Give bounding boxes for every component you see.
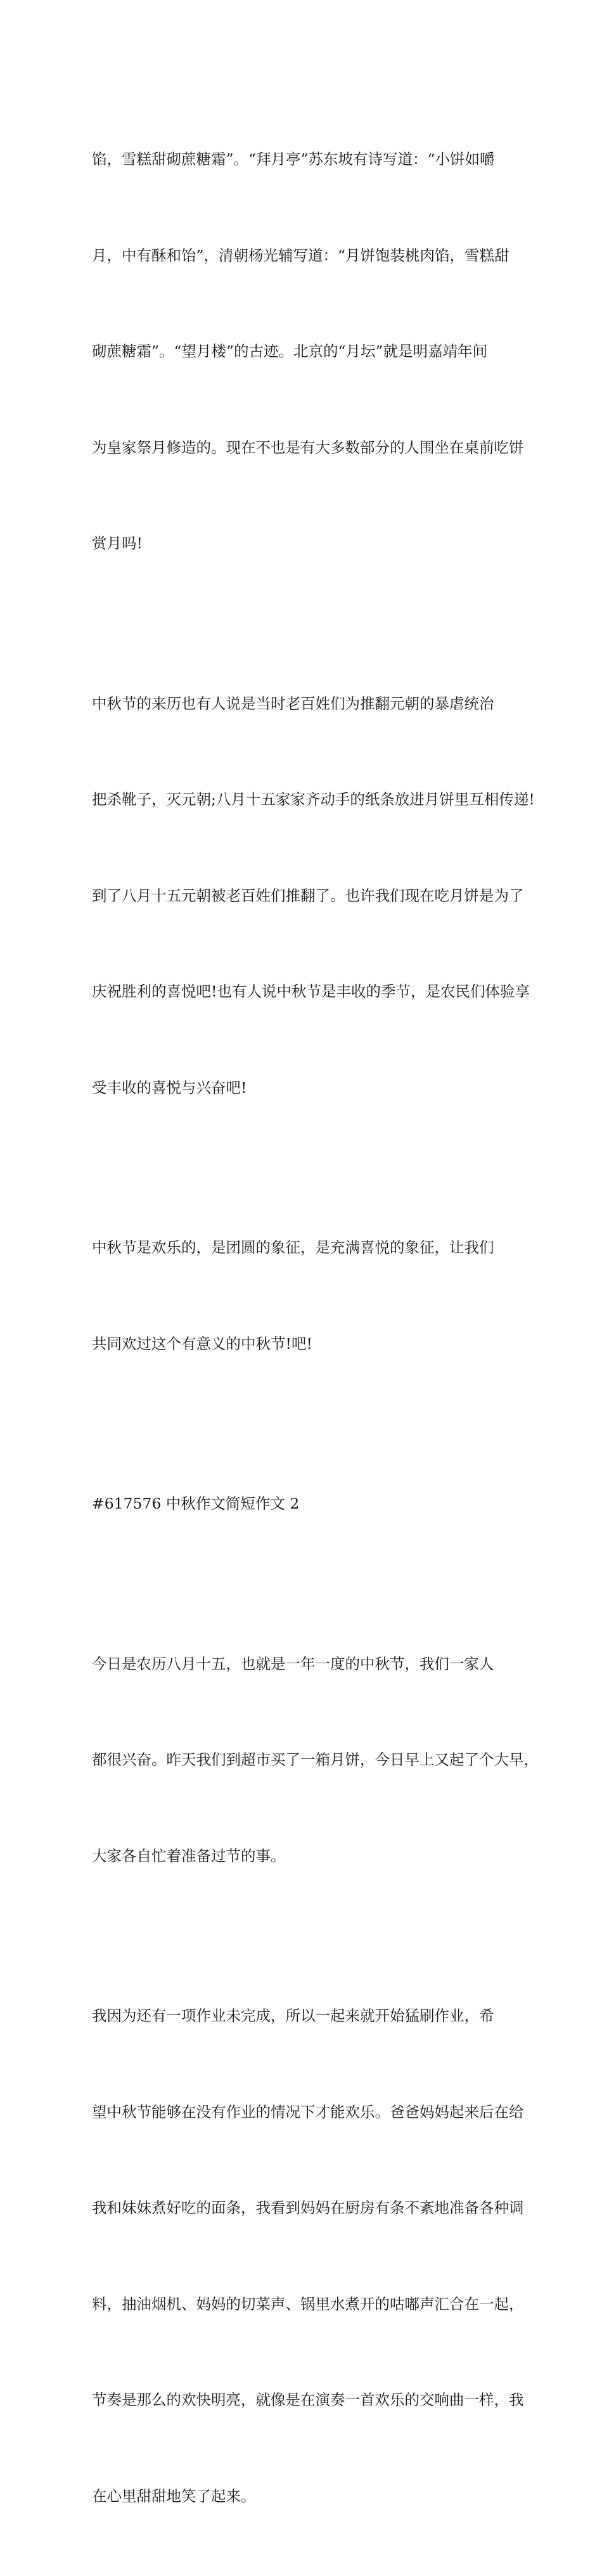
- text-line: 我和妹妹煮好吃的面条，我看到妈妈在厨房有条不紊地准备各种调: [92, 2199, 524, 2217]
- text-line: 望中秋节能够在没有作业的情况下才能欢乐。爸爸妈妈起来后在给: [92, 2103, 524, 2121]
- text-line: 中秋节是欢乐的，是团圆的象征，是充满喜悦的象征，让我们: [92, 1239, 494, 1256]
- text-line: 赏月吗!: [92, 534, 143, 552]
- paragraph: [92, 79, 523, 624]
- text-line: 共同欢过这个有意义的中秋节!吧!: [92, 1334, 312, 1353]
- text-line: 砌蔗糖霜”。“望月楼”的古迹。北京的“月坛”就是明嘉靖年间: [92, 342, 488, 360]
- text-line: 受丰收的喜悦与兴奋吧!: [92, 1078, 247, 1097]
- text-line: 馅，雪糕甜砌蔗糖霜”。“拜月亭”苏东坡有诗写道：“小饼如嚼: [92, 150, 495, 168]
- text-line: 今日是农历八月十五，也就是一年一度的中秋节，我们一家人: [92, 1654, 494, 1673]
- text-line: 大家各自忙着准备过节的事。: [92, 1846, 286, 1865]
- text-line: 为皇家祭月修造的。现在不也是有大多数部分的人围坐在桌前吃饼: [92, 438, 524, 456]
- paragraph: [92, 1168, 523, 1424]
- text-line: 我因为还有一项作业未完成，所以一起来就开始猛刷作业，希: [92, 2007, 494, 2025]
- text-line: 在心里甜甜地笑了起来。: [92, 2487, 256, 2505]
- text-line: 月，中有酥和饴”，清朝杨光辅写道：“月饼饱装桃肉馅，雪糕甜: [92, 246, 509, 264]
- text-line: 把杀靴子，灭元朝;八月十五家家齐动手的纸条放进月饼里互相传递!: [92, 790, 535, 808]
- text-line: 庆祝胜利的喜悦吧!也有人说中秋节是丰收的季节，是农民们体验享: [92, 982, 530, 1000]
- text-line: 节奏是那么的欢快明亮，就像是在演奏一首欢乐的交响曲一样，我: [92, 2391, 524, 2409]
- paragraph: [92, 1584, 539, 1936]
- text-line: 都很兴奋。昨天我们到超市买了一箱月饼，今日早上又起了个大早，: [92, 1751, 539, 1768]
- text-line: 中秋节的来历也有人说是当时老百姓们为推翻元朝的暴虐统治: [92, 694, 494, 712]
- heading-line: #617576 中秋作文简短作文 2: [92, 1495, 300, 1512]
- section-heading: [92, 1424, 523, 1584]
- paragraph: [92, 624, 535, 1168]
- text-line: 料，抽油烟机、妈妈的切菜声、锅里水煮开的咕嘟声汇合在一起，: [92, 2295, 524, 2313]
- text-line: 到了八月十五元朝被老百姓们推翻了。也许我们现在吃月饼是为了: [92, 886, 524, 905]
- document-body: [92, 79, 539, 2576]
- paragraph: [92, 1936, 523, 2576]
